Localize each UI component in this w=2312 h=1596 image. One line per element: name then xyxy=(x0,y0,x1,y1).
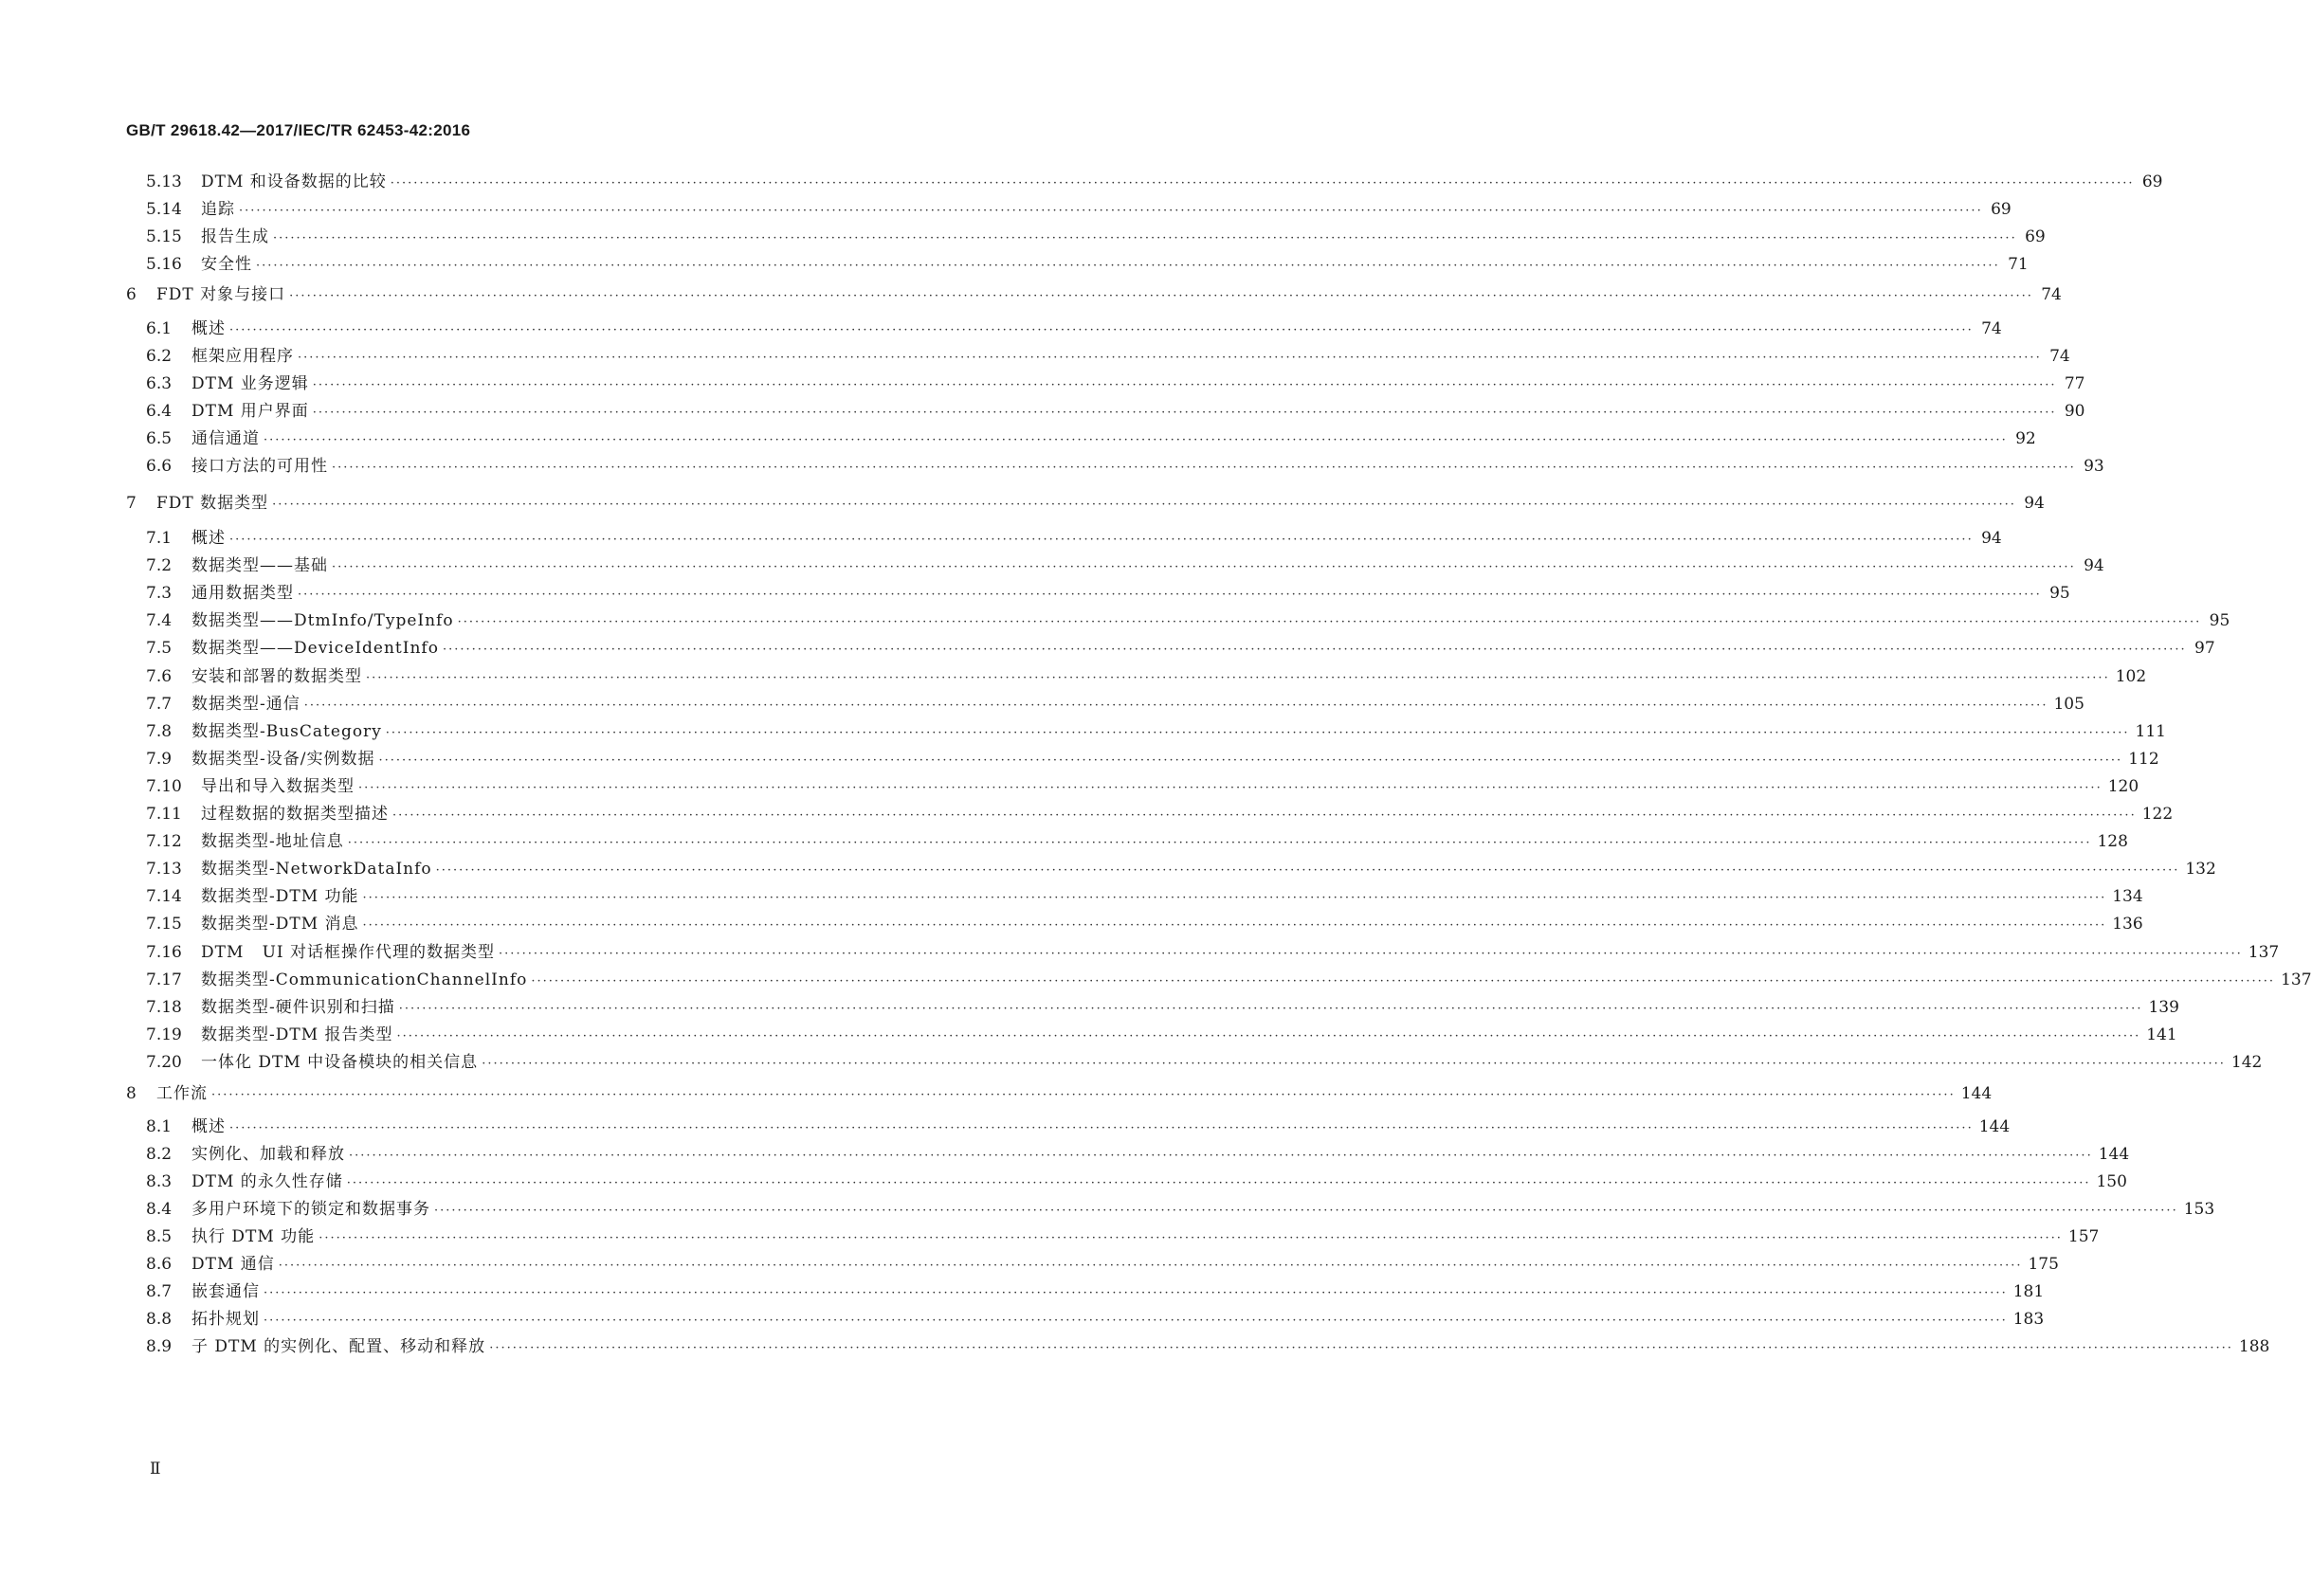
toc-entry-page: 137 xyxy=(2281,970,2312,989)
toc-entry-page: 94 xyxy=(2084,556,2104,575)
toc-entry-number: 8.1 xyxy=(146,1117,173,1136)
toc-entry[interactable] xyxy=(126,226,2046,248)
toc-entry-page: 90 xyxy=(2064,402,2085,421)
toc-leader-dots: ············································································································································································································································································································ xyxy=(319,1231,2063,1245)
toc-entry-number: 6.6 xyxy=(146,457,173,476)
toc-leader-dots: ············································································································································································································································································································ xyxy=(264,1286,2008,1300)
toc-entry-number: 7.19 xyxy=(146,1025,182,1044)
toc-entry[interactable] xyxy=(126,345,2070,368)
toc-leader-dots: ············································································································································································································································································································ xyxy=(229,323,1974,337)
toc-entry[interactable] xyxy=(126,1024,2177,1046)
toc-entry-number: 7.8 xyxy=(146,722,173,741)
toc-entry[interactable] xyxy=(126,527,2002,550)
toc-leader-dots: ············································································································································································································································································································ xyxy=(392,808,2137,823)
toc-entry-page: 175 xyxy=(2028,1255,2059,1274)
toc-entry[interactable] xyxy=(126,1280,2045,1303)
toc-leader-dots: ············································································································································································································································································································ xyxy=(396,1029,2141,1043)
toc-leader-dots: ············································································································································································································································································································ xyxy=(264,433,2008,447)
toc-leader-dots: ············································································································································································································································································································ xyxy=(229,1121,1974,1135)
toc-entry[interactable] xyxy=(126,1253,2059,1276)
toc-entry-number: 6.4 xyxy=(146,402,173,421)
toc-entry-number: 5.15 xyxy=(146,227,182,246)
toc-entry[interactable] xyxy=(126,693,2084,716)
toc-entry-title: DTM 和设备数据的比较 xyxy=(201,172,387,191)
toc-entry-number: 7.13 xyxy=(146,860,182,879)
toc-entry[interactable] xyxy=(126,913,2143,935)
toc-leader-dots: ············································································································································································································································································································ xyxy=(272,498,2016,512)
toc-entry-title: 安全性 xyxy=(201,255,252,274)
toc-entry-page: 74 xyxy=(2041,285,2062,304)
toc-entry[interactable] xyxy=(126,554,2104,577)
toc-entry-number: 6.5 xyxy=(146,429,173,448)
toc-entry[interactable] xyxy=(126,1225,2100,1248)
toc-entry-number: 7.1 xyxy=(146,529,173,548)
toc-leader-dots: ············································································································································································································································································································ xyxy=(346,1176,2091,1190)
toc-entry-page: 144 xyxy=(2098,1145,2130,1164)
toc-entry-title: 导出和导入数据类型 xyxy=(201,777,355,796)
toc-entry-page: 134 xyxy=(2112,887,2143,906)
toc-entry[interactable] xyxy=(126,858,2216,880)
toc-entry-title: DTM 用户界面 xyxy=(191,402,309,421)
toc-entry[interactable] xyxy=(126,582,2070,605)
toc-entry-page: 139 xyxy=(2148,998,2179,1017)
toc-entry-title: 嵌套通信 xyxy=(191,1282,260,1301)
toc-entry[interactable] xyxy=(126,492,2045,515)
toc-entry-page: 120 xyxy=(2107,777,2139,796)
toc-entry-number: 7.10 xyxy=(146,777,182,796)
toc-leader-dots: ············································································································································································································································································································ xyxy=(332,560,2076,574)
toc-entry-number: 8.5 xyxy=(146,1227,173,1246)
toc-entry[interactable] xyxy=(126,1115,2011,1138)
toc-entry-title: 框架应用程序 xyxy=(191,347,294,366)
toc-entry[interactable] xyxy=(126,400,2085,423)
toc-leader-dots: ············································································································································································································································································································ xyxy=(349,1149,2093,1163)
toc-entry-title: 数据类型-CommunicationChannelInfo xyxy=(201,970,528,989)
toc-entry-page: 153 xyxy=(2183,1200,2215,1219)
toc-entry[interactable] xyxy=(126,941,2280,964)
toc-entry-page: 111 xyxy=(2135,722,2166,741)
toc-entry[interactable] xyxy=(126,830,2128,853)
toc-entry-number: 7.5 xyxy=(146,639,173,658)
toc-entry-title: DTM 通信 xyxy=(191,1255,275,1274)
toc-entry-number: 6.1 xyxy=(146,319,173,338)
toc-entry-page: 94 xyxy=(1981,529,2002,548)
toc-leader-dots: ············································································································································································································································································································ xyxy=(273,231,2017,245)
toc-leader-dots: ············································································································································································································································································································ xyxy=(303,698,2048,713)
toc-leader-dots: ············································································································································································································································································································ xyxy=(312,406,2057,420)
toc-leader-dots: ············································································································································································································································································································ xyxy=(482,1057,2226,1071)
toc-entry-number: 7.9 xyxy=(146,750,173,769)
toc-entry-number: 7.20 xyxy=(146,1053,182,1072)
toc-entry-page: 71 xyxy=(2008,255,2029,274)
toc-leader-dots: ············································································································································································································································································································ xyxy=(211,1088,1956,1102)
toc-entry-number: 6.2 xyxy=(146,347,173,366)
toc-entry-page: 69 xyxy=(2025,227,2046,246)
toc-entry-title: 数据类型-BusCategory xyxy=(191,722,382,741)
toc-entry[interactable] xyxy=(126,1051,2263,1074)
toc-entry-title: 数据类型-DTM 功能 xyxy=(201,887,359,906)
toc-entry-title: 安装和部署的数据类型 xyxy=(191,667,362,686)
toc-leader-dots: ············································································································································································································································································································ xyxy=(531,974,2276,988)
toc-entry-page: 183 xyxy=(2012,1310,2045,1329)
toc-entry[interactable] xyxy=(126,775,2139,798)
toc-leader-dots: ············································································································································································································································································································ xyxy=(298,351,2042,365)
toc-leader-dots: ············································································································································································································································································································ xyxy=(499,947,2243,961)
toc-entry-title: 数据类型-通信 xyxy=(191,695,300,714)
toc-entry-number: 8.4 xyxy=(146,1200,173,1219)
toc-entry[interactable] xyxy=(126,665,2147,688)
toc-entry-title: 数据类型-DTM 报告类型 xyxy=(201,1025,393,1044)
toc-leader-dots: ············································································································································································································································································································ xyxy=(362,918,2107,933)
toc-entry-page: 93 xyxy=(2084,457,2104,476)
toc-entry[interactable] xyxy=(126,171,2163,193)
toc-entry-page: 94 xyxy=(2024,494,2045,513)
toc-entry[interactable] xyxy=(126,427,2036,450)
toc-entry-page: 92 xyxy=(2015,429,2036,448)
toc-entry[interactable] xyxy=(126,885,2143,908)
toc-entry-page: 69 xyxy=(2141,172,2163,191)
toc-entry-title: 实例化、加载和释放 xyxy=(191,1145,345,1164)
toc-entry-page: 142 xyxy=(2230,1053,2263,1072)
toc-entry-title: 报告生成 xyxy=(201,227,269,246)
toc-entry-title: 数据类型——DtmInfo/TypeInfo xyxy=(191,611,454,630)
toc-leader-dots: ············································································································································································································································································································ xyxy=(312,378,2057,392)
toc-entry-page: 150 xyxy=(2096,1172,2127,1191)
toc-leader-dots: ············································································································································································································································································································ xyxy=(398,1002,2143,1016)
toc-entry-title: 一体化 DTM 中设备模块的相关信息 xyxy=(201,1053,479,1072)
toc-entry-title: 多用户环境下的锁定和数据事务 xyxy=(191,1200,430,1219)
toc-entry-title: DTM UI 对话框操作代理的数据类型 xyxy=(201,943,496,962)
toc-entry-title: 接口方法的可用性 xyxy=(191,457,328,476)
toc-entry-number: 7.14 xyxy=(146,887,182,906)
toc-entry[interactable] xyxy=(126,969,2312,991)
toc-entry-title: DTM 的永久性存储 xyxy=(191,1172,343,1191)
toc-leader-dots: ············································································································································································································································································································ xyxy=(435,863,2180,878)
toc-entry-number: 7.16 xyxy=(146,943,182,962)
toc-entry-number: 8 xyxy=(126,1084,137,1103)
toc-entry-page: 95 xyxy=(2049,584,2070,603)
toc-entry[interactable] xyxy=(126,637,2215,660)
toc-entry-page: 122 xyxy=(2141,805,2174,824)
document-header: GB/T 29618.42—2017/IEC/TR 62453-42:2016 xyxy=(126,121,471,139)
toc-entry-number: 7.6 xyxy=(146,667,173,686)
toc-entry-number: 5.16 xyxy=(146,255,182,274)
toc-entry[interactable] xyxy=(126,996,2179,1019)
toc-entry-page: 144 xyxy=(1960,1084,1993,1103)
toc-leader-dots: ············································································································································································································································································································ xyxy=(434,1204,2178,1218)
toc-entry-page: 74 xyxy=(2049,347,2070,366)
toc-leader-dots: ············································································································································································································································································································ xyxy=(264,1314,2008,1328)
toc-entry[interactable] xyxy=(126,1170,2127,1193)
toc-entry[interactable] xyxy=(126,609,2230,632)
toc-leader-dots: ············································································································································································································································································································ xyxy=(358,781,2103,795)
toc-entry-title: 数据类型-硬件识别和扫描 xyxy=(201,998,395,1017)
toc-entry[interactable] xyxy=(126,317,2002,340)
toc-leader-dots: ············································································································································································································································································································ xyxy=(378,753,2123,768)
toc-entry-title: 数据类型-地址信息 xyxy=(201,832,344,851)
toc-entry[interactable] xyxy=(126,283,2062,306)
toc-entry-number: 8.7 xyxy=(146,1282,173,1301)
toc-entry-number: 7.17 xyxy=(146,970,182,989)
toc-leader-dots: ············································································································································································································································································································ xyxy=(256,259,2000,273)
toc-entry-title: FDT 数据类型 xyxy=(156,494,269,513)
toc-entry-title: 概述 xyxy=(191,1117,226,1136)
toc-entry-number: 7.3 xyxy=(146,584,173,603)
toc-entry-title: 数据类型-DTM 消息 xyxy=(201,915,359,934)
toc-entry[interactable] xyxy=(126,1082,1993,1105)
toc-entry-page: 95 xyxy=(2209,611,2230,630)
toc-entry-number: 7.7 xyxy=(146,695,173,714)
toc-entry-number: 8.2 xyxy=(146,1145,173,1164)
toc-entry-page: 69 xyxy=(1991,200,2012,219)
toc-leader-dots: ············································································································································································································································································································ xyxy=(457,615,2202,629)
toc-entry-number: 8.8 xyxy=(146,1310,173,1329)
toc-leader-dots: ············································································································································································································································································································ xyxy=(442,643,2187,657)
toc-entry-page: 77 xyxy=(2064,374,2085,393)
toc-entry-title: 数据类型-设备/实例数据 xyxy=(191,750,375,769)
toc-entry-title: 通信通道 xyxy=(191,429,260,448)
toc-entry[interactable] xyxy=(126,748,2159,771)
toc-entry-title: 过程数据的数据类型描述 xyxy=(201,805,389,824)
toc-leader-dots: ············································································································································································································································································································ xyxy=(289,289,2033,303)
toc-entry-number: 8.9 xyxy=(146,1337,173,1356)
toc-entry-number: 5.14 xyxy=(146,200,182,219)
toc-entry[interactable] xyxy=(126,1198,2215,1221)
toc-leader-dots: ············································································································································································································································································································ xyxy=(362,891,2107,905)
toc-entry-number: 7 xyxy=(126,494,137,513)
page-number: Ⅱ xyxy=(150,1460,161,1478)
toc-entry-page: 97 xyxy=(2194,639,2215,658)
toc-leader-dots: ············································································································································································································································································································ xyxy=(229,533,1974,547)
toc-entry-number: 7.11 xyxy=(146,805,182,824)
toc-entry-title: 概述 xyxy=(191,319,226,338)
toc-entry-page: 112 xyxy=(2128,750,2159,769)
toc-entry-page: 136 xyxy=(2112,915,2143,934)
toc-entry[interactable] xyxy=(126,1308,2045,1331)
toc-entry-page: 181 xyxy=(2012,1282,2045,1301)
toc-entry-number: 7.18 xyxy=(146,998,182,1017)
toc-entry-title: 子 DTM 的实例化、配置、移动和释放 xyxy=(191,1337,486,1356)
toc-leader-dots: ············································································································································································································································································································ xyxy=(489,1341,2233,1355)
toc-leader-dots: ············································································································································································································································································································ xyxy=(366,671,2110,685)
toc-entry-title: 追踪 xyxy=(201,200,235,219)
toc-entry-number: 7.15 xyxy=(146,915,182,934)
toc-entry-page: 144 xyxy=(1978,1117,2011,1136)
toc-entry-title: 拓扑规划 xyxy=(191,1310,260,1329)
toc-entry-number: 5.13 xyxy=(146,172,182,191)
toc-entry-title: 数据类型-NetworkDataInfo xyxy=(201,860,432,879)
toc-entry-page: 137 xyxy=(2248,943,2280,962)
toc-entry-number: 7.2 xyxy=(146,556,173,575)
toc-leader-dots: ············································································································································································································································································································ xyxy=(239,204,1983,218)
toc-entry-page: 141 xyxy=(2146,1025,2177,1044)
toc-entry-title: 执行 DTM 功能 xyxy=(191,1227,316,1246)
toc-entry[interactable] xyxy=(126,1143,2130,1166)
toc-entry-title: 数据类型——基础 xyxy=(191,556,328,575)
toc-leader-dots: ············································································································································································································································································································ xyxy=(385,726,2130,740)
toc-entry[interactable] xyxy=(126,253,2029,276)
toc-entry[interactable] xyxy=(126,720,2166,743)
toc-entry-page: 188 xyxy=(2238,1337,2270,1356)
toc-entry-number: 6 xyxy=(126,285,137,304)
toc-entry-title: 通用数据类型 xyxy=(191,584,294,603)
toc-entry[interactable] xyxy=(126,372,2085,395)
toc-entry[interactable] xyxy=(126,455,2104,478)
toc-entry-title: 工作流 xyxy=(156,1084,208,1103)
toc-entry-title: 概述 xyxy=(191,529,226,548)
toc-entry[interactable] xyxy=(126,803,2174,825)
toc-entry-page: 105 xyxy=(2053,695,2084,714)
toc-entry-page: 74 xyxy=(1981,319,2002,338)
toc-entry-title: FDT 对象与接口 xyxy=(156,285,286,304)
toc-entry[interactable] xyxy=(126,1335,2270,1358)
toc-entry-page: 157 xyxy=(2067,1227,2100,1246)
toc-entry[interactable] xyxy=(126,198,2012,221)
toc-leader-dots: ············································································································································································································································································································ xyxy=(347,836,2092,850)
toc-entry-title: 数据类型——DeviceIdentInfo xyxy=(191,639,439,658)
toc-leader-dots: ············································································································································································································································································································ xyxy=(278,1259,2023,1273)
toc-entry-title: DTM 业务逻辑 xyxy=(191,374,309,393)
toc-entry-page: 132 xyxy=(2185,860,2216,879)
toc-entry-number: 7.4 xyxy=(146,611,173,630)
toc-leader-dots: ············································································································································································································································································································ xyxy=(390,176,2135,190)
toc-entry-number: 6.3 xyxy=(146,374,173,393)
toc-leader-dots: ············································································································································································································································································································ xyxy=(332,461,2076,475)
toc-entry-number: 8.3 xyxy=(146,1172,173,1191)
toc-entry-number: 7.12 xyxy=(146,832,182,851)
toc-leader-dots: ············································································································································································································································································································ xyxy=(298,588,2042,602)
toc-entry-page: 128 xyxy=(2097,832,2128,851)
toc-entry-number: 8.6 xyxy=(146,1255,173,1274)
toc-entry-page: 102 xyxy=(2115,667,2147,686)
